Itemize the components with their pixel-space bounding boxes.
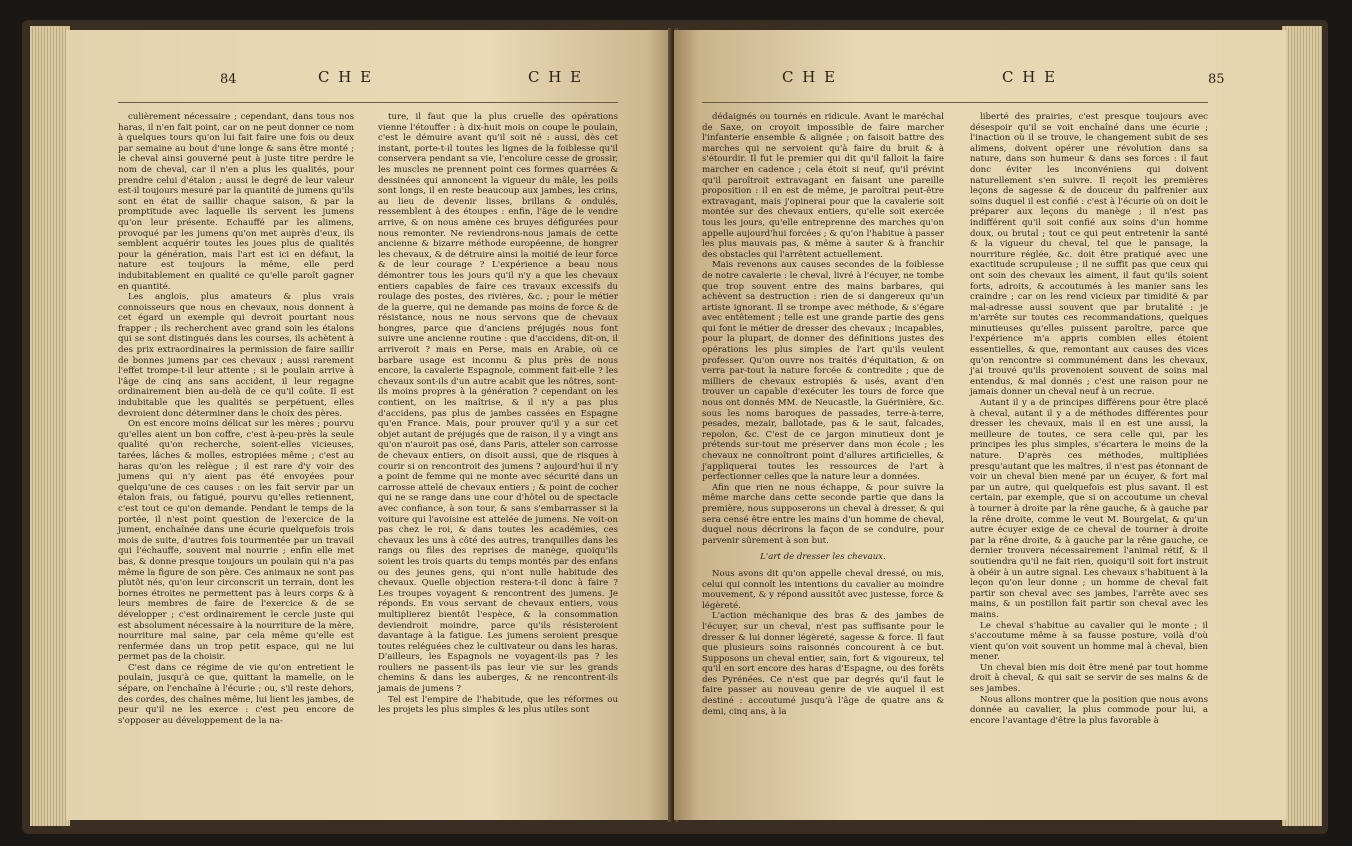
left-column-1	[118, 112, 354, 726]
left-page	[66, 30, 672, 820]
left-page-number: 84	[220, 72, 237, 87]
left-page-edges	[30, 26, 70, 826]
paragraph: Nous avons dit qu'on appelle cheval dressé, ou mis, celui qui connoît les intentions du cavalier au moindre mouvement, & y répond aussitôt avec justesse, force & légèreté.	[702, 568, 944, 611]
paragraph: Afin que rien ne nous échappe, & pour suivre la même marche dans cette seconde partie que dans la première, nous supposerons un cheval à dresser, & qui sera censé être entre les mains d'un homme de cheval, duquel nous décrirons la façon de se conduire, pour parvenir sûrement à son but.	[702, 482, 944, 546]
left-header-left: C H E	[318, 68, 374, 86]
paragraph: liberté des prairies, c'est presque toujours avec désespoir qu'il se voit enchaîné dans une écurie ; l'inaction où il se trouve, le changement subit de ses alimens, doivent opérer une révolution dans sa nature, dans son humeur & dans ses forces : il faut donc éviter les inconvéniens qui doivent naturellement s'en suivre. Il reçoit les premières leçons de sagesse & de douceur du palfrenier aux soins duquel il est confié : c'est à l'écurie où on doit le préparer aux leçons du manège ; il n'est pas indifférent qu'il soit confié aux soins d'un homme doux, ou brutal ; tout ce qui peut entretenir la santé & la vigueur du cheval, tel que le pansage, la nourriture réglée, &c. doit être pratiqué avec une exactitude scrupuleuse ; il ne suffit pas que ceux qui ont soin des chevaux les aiment, il faut qu'ils soient forts, adroits, & accoutumés à les manier sans les craindre ; car on les rend vicieux par timidité & par mal-adresse aussi souvent que par brutalité : je m'arrête sur toutes ces recommandations, quelques minutieuses qu'elles puissent paroître, parce que l'expérience m'a appris combien elles étoient essentielles, & que, remontant aux causes des vices qu'on rencontre si communément dans les chevaux, j'ai trouvé qu'ils provenoient souvent de soins mal entendus, & mal donnés ; c'est une raison pour ne jamais donner un cheval neuf à un recrue.	[970, 112, 1208, 398]
right-page-number: 85	[1208, 72, 1225, 87]
right-header-rule	[702, 102, 1208, 103]
paragraph: L'action méchanique des bras & des jambes de l'écuyer, sur un cheval, n'est pas suffisante pour le dresser & lui donner légèreté, sagesse & force. Il faut que plusieurs soins raisonnés concourent à ce but. Supposons un cheval entier, sain, fort & vigoureux, tel qu'il en sort encore des haras d'Espagne, ou des forêts des Pyrénées. Ce n'est que par degrés qu'il faut le faire passer au nouveau genre de vie auquel il est destiné : accoutumé jusqu'à l'âge de quatre ans & demi, cinq ans, à la	[702, 611, 944, 717]
left-column-2	[378, 112, 618, 716]
section-heading: L'art de dresser les chevaux.	[760, 552, 886, 563]
right-header-right: C H E	[1002, 68, 1058, 86]
paragraph: Un cheval bien mis doit être mené par tout homme droit à cheval, & qui sait se servir de ses mains & de ses jambes.	[970, 662, 1208, 695]
paragraph: Tel est l'empire de l'habitude, que les réformes ou les projets les plus simples & les plus utiles sont	[378, 694, 618, 716]
paragraph: On est encore moins délicat sur les mères ; pourvu qu'elles aient un bon coffre, c'est à-peu-près la seule qualité qu'on recherche, soient-elles vicieuses, tarées, lâches & molles, estropiées même ; c'est au haras qu'on les relègue ; il est rare d'y voir des jumens qui n'y aient pas été envoyées pour quelqu'une de ces causes : on les fait servir par un étalon frais, ou fatigué, pourvu qu'elles retiennent, c'est tout ce qu'on demande. Pendant le temps de la portée, il n'est point question de l'exercice de la jument, enchaînée dans une écurie quelquefois trois mois de suite, d'autres fois tourmentée par un travail qui l'échauffe, souvent mal nourrie ; enfin elle met bas, & donne presque toujours un poulain qui n'a pas même la figure de son père. Ces animaux ne sont pas plutôt nés, qu'on leur circonscrit un terrain, dont les bornes étroites ne permettent pas à leurs corps & à leurs membres de faire de l'exercice & de se développer ; c'est ordinairement le cercle juste qui est absolument nécessaire à la nourriture de la mère, nourriture mal saine, par cela même qu'elle est renfermée dans un trop petit espace, qui ne lui permet pas de la choisir.	[118, 419, 354, 663]
paragraph: Autant il y a de principes différens pour être placé à cheval, autant il y a de méthodes différentes pour dresser les chevaux, mais il en est une aussi, la meilleure de toutes, ce sera celle qui, par les principes les plus simples, s'écartera le moins de la nature. D'après ces méthodes, multipliées presqu'autant que les maîtres, il n'est pas étonnant de voir un cheval bien mené par un écuyer, & fort mal par un autre, qui quelquefois est plus savant. Il est certain, par exemple, que si on accoutume un cheval à tourner à droite par la rêne gauche, & à gauche par la rêne droite, comme le veut M. Bourgelat, & qu'un autre écuyer exige de ce cheval de tourner à droite par la rêne droite, & à gauche par la rêne gauche, ce dernier trouvera nécessairement l'animal rétif, & il soutiendra qu'il ne fait rien, quoiqu'il soit fort instruit à obéir à un autre signal. Les chevaux s'habituent à la leçon qu'on leur donne ; un homme de cheval fait partir son cheval avec ses jambes, l'arrête avec ses mains, & un postillon fait partir son cheval avec les mains.	[970, 398, 1208, 620]
right-page-edges	[1282, 26, 1322, 826]
right-page	[674, 30, 1286, 820]
paragraph: Nous allons montrer que la position que nous avons donnée au cavalier, la plus commode pour lui, a encore l'avantage d'être la plus favorable à	[970, 694, 1208, 726]
paragraph: Le cheval s'habitue au cavalier qui le monte ; il s'accoutume même à sa fausse posture, voilà d'où vient qu'on voit souvent un homme mal à cheval, bien mener.	[970, 620, 1208, 663]
paragraph: Les anglois, plus amateurs & plus vrais connoisseurs que nous en chevaux, nous donnent à cet égard un exemple qui devroit pourtant nous frapper ; ils recherchent avec grand soin les étalons qui se sont distingués dans les courses, ils achètent à des prix extraordinaires la permission de faire saillir de bonnes jumens par ces chevaux ; aussi rarement l'effet trompe-t-il leur attente ; si le poulain arrive à l'âge de cinq ans sans accident, il leur regagne ordinairement bien au-delà de ce qu'il coûte. Il est indubitable que les qualités se perpétuent, elles devroient donc déterminer dans le choix des pères.	[118, 292, 354, 419]
paragraph: dédaignés ou tournés en ridicule. Avant le maréchal de Saxe, on croyoit impossible de faire marcher l'infanterie ensemble & alignée ; on faisoit battre des marches qui ne servoient qu'à faire du bruit & à s'étourdir. Il fut le premier qui dit qu'il falloit la faire marcher en cadence ; cela étoit si neuf, qu'il prévint qu'il paroîtroit extravagant en faisant une pareille proposition : il en est de même, je paroîtrai peut-être extravagant, mais j'opinerai pour que la cavalerie soit montée sur des chevaux entiers, qu'elle soit exercée tous les jours, qu'elle entreprenne des marches qu'on appelle aujourd'hui forcées ; & qu'on l'habitue à passer les plus mauvais pas, & même à sauter & à franchir des obstacles qui l'arrêtent actuellement.	[702, 112, 944, 260]
paragraph: C'est dans ce régime de vie qu'on entretient le poulain, jusqu'à ce que, quittant la mamelle, on le sépare, on l'enchaîne à l'écurie ; ou, s'il reste dehors, des cordes, des chaînes même, lui lient les jambes, de peur qu'il ne les exerce : c'est peu encore de s'opposer au développement de la na-	[118, 662, 354, 726]
paragraph: Mais revenons aux causes secondes de la foiblesse de notre cavalerie : le cheval, livré à l'écuyer, ne tombe que trop souvent entre des mains barbares, qui achèvent sa destruction : rien de si dangereux qu'un artiste ignorant. Il se trompe avec méthode, & s'égare avec entêtement ; telle est une grande partie des gens qui font le métier de dresser des chevaux ; incapables, pour la plupart, de donner des définitions justes des opérations les plus simples de l'art qu'ils veulent professer. Qu'on ouvre nos traités d'équitation, & on verra par-tout la nature forcée & contredite ; que de milliers de chevaux estropiés & usés, avant d'en trouver un capable d'exécuter les tours de force que nous ont donnés MM. de Neucastle, la Guérinière, &c. sous les noms baroques de passades, terre-à-terre, pesades, mezair, ballotade, pas & le saut, falcades, repolon, &c. C'est de ce jargon minutieux dont je prétends sur-tout me préserver dans mon école ; les chevaux ne connoîtront point d'allures artificielles, & j'appliquerai toutes les ressources de l'art à perfectionner celles que la nature leur a données.	[702, 260, 944, 483]
right-column-1	[702, 112, 944, 717]
left-header-right: C H E	[528, 68, 584, 86]
paragraph: culièrement nécessaire ; cependant, dans tous nos haras, il n'en fait point, car on ne peut donner ce nom à quelques tours qu'on lui fait faire une fois ou deux par semaine au bout d'une longe & sans être monté ; le cheval ainsi gouverné peut à juste titre perdre le nom de cheval, car il n'en a plus les qualités, pour prendre celui d'étalon ; aussi le degré de leur valeur est-il toujours mesuré par la quantité de jumens qu'ils sont en état de saillir chaque saison, & par la promptitude avec laquelle ils servent les jumens qu'on leur présente. Echauffé par les alimens, provoqué par les jumens qu'on met auprès d'eux, ils semblent acquérir toutes les joues plus de qualités pour la génération, mais l'art est ici en défaut, la nature est toujours la même, elle perd indubitablement en qualité ce qu'elle paroît gagner en quantité.	[118, 112, 354, 292]
right-header-left: C H E	[782, 68, 838, 86]
paragraph: ture, il faut que la plus cruelle des opérations vienne l'étouffer : à dix-huit mois on coupe le poulain, c'est le démuire avant qu'il soit né : aussi, dès cet instant, porte-t-il toutes les lignes de la foiblesse qu'il conservera pendant sa vie, l'encolure cesse de grossir, les muscles ne prennent point ces formes quarrées & dessinées qui annoncent la vigueur du mâle, les poils sont longs, il en reste beaucoup aux jambes, les crins, au lieu de devenir lisses, brillans & ondulés, ressemblent à des étoupes : enfin, l'âge de le vendre arrive, & on nous amène ces bruyes défigurées pour nous remonter. Ne reviendrons-nous jamais de cette ancienne & bizarre méthode européenne, de hongrer les chevaux, & de détruire ainsi la moitié de leur force & de leur courage ? L'expérience a beau nous démontrer tous les jours qu'il n'y a que les chevaux entiers capables de faire ces travaux excessifs du roulage des postes, des rivières, &c. ; pour le métier de la guerre, qui ne demande pas moins de force & de résistance, nous ne nous servons que de chevaux hongres, parce que d'anciens préjugés nous font suivre une ancienne routine : que d'accidens, dit-on, il arriveroit ? mais en Perse, mais en Arabie, où ce barbare usage est inconnu & plus près de nous encore, la cavalerie Espagnole, comment fait-elle ? les chevaux sont-ils d'un autre acabit que les nôtres, sont-ils moins propres à la génération ? cependant on les contient, on les maîtrise, & il n'y a pas plus d'accidens, pas plus de jambes cassées en Espagne qu'en France. Mais, pour prouver qu'il y a sur cet objet autant de préjugés que de raison, il y a vingt ans qu'on n'auroit pas osé, dans Paris, atteler son carrosse de chevaux entiers, on disoit aussi, que de risques à courir si on rencontroit des jumens ? aujourd'hui il n'y a point de femme qui ne monte avec sécurité dans un carrosse attelé de chevaux entiers ; & point de cocher qui ne se range dans une cour d'hôtel ou de spectacle avec confiance, à son tour, & sans s'embarrasser si la voiture qui l'avoisine est attelée de jumens. Ne voit-on pas chez le roi, & dans toutes les académies, ces chevaux les uns à côté des autres, tranquilles dans les rangs ou files des reprises de manège, quoiqu'ils soient les trois quarts du temps montés par des enfans ou des jeunes gens, qui n'ont nulle habitude des chevaux. Quelle objection restera-t-il donc à faire ? Les troupes voyagent & rencontrent des jumens. Je réponds. En vous servant de chevaux entiers, vous multiplierez bientôt l'espèce, & la consommation deviendroit moindre, parce qu'ils résisteroient davantage à la fatigue. Les jumens seroient presque toutes reléguées chez le cultivateur ou dans les haras. D'ailleurs, les Espagnols ne voyagent-ils pas ? les rouliers ne passent-ils pas leur vie sur les grands chemins & dans les auberges, & ne rencontrent-ils jamais de jumens ?	[378, 112, 618, 695]
left-header-rule	[118, 102, 618, 103]
right-column-2	[970, 112, 1208, 726]
